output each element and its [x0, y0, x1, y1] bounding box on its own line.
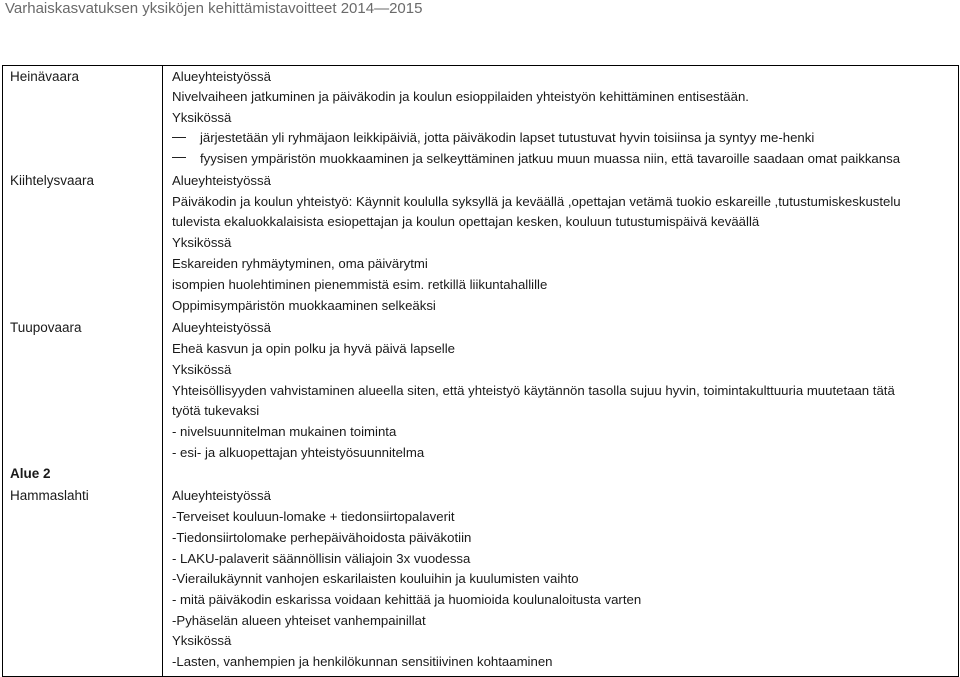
- page-header: Varhaiskasvatuksen yksiköjen kehittämistavoitteet 2014—2015: [5, 0, 423, 17]
- section-alue2: Alue 2: [10, 466, 51, 481]
- text-line: Yhteisöllisyyden vahvistaminen alueella siten, että yhteistyö käytännön tasolla sujuu hyvin, toimintakulttuuria muutetaan tätä: [172, 383, 895, 398]
- area-column: [3, 66, 163, 677]
- text-line: työtä tukevaksi: [172, 403, 260, 418]
- table-row: [3, 66, 959, 677]
- text-line: - nivelsuunnitelman mukainen toiminta: [172, 424, 397, 439]
- subheading-yksikko: Yksikössä: [172, 633, 232, 648]
- text-line: Nivelvaiheen jatkuminen ja päiväkodin ja koulun esioppilaiden yhteistyön kehittäminen entisestään.: [172, 89, 749, 104]
- text-line: Eheä kasvun ja opin polku ja hyvä päivä lapselle: [172, 341, 455, 356]
- text-line: - esi- ja alkuopettajan yhteistyösuunnitelma: [172, 445, 425, 460]
- subheading-alueyhteistyo: Alueyhteistyössä: [172, 69, 271, 84]
- area-tuupovaara: Tuupovaara: [10, 320, 82, 335]
- dash-bullet-icon: [172, 157, 186, 158]
- goals-column: [163, 66, 959, 677]
- subheading-yksikko: Yksikössä: [172, 362, 232, 377]
- subheading-alueyhteistyo: Alueyhteistyössä: [172, 173, 271, 188]
- bullet-text: järjestetään yli ryhmäjaon leikkipäiviä, jotta päiväkodin lapset tutustuvat hyvin toisiinsa ja syntyy me-henki: [200, 130, 815, 145]
- text-line: -Lasten, vanhempien ja henkilökunnan sensitiivinen kohtaaminen: [172, 654, 553, 669]
- text-line: - LAKU-palaverit säännöllisin väliajoin 3x vuodessa: [172, 551, 471, 566]
- area-heinavaara: Heinävaara: [10, 69, 80, 84]
- text-line: - mitä päiväkodin eskarissa voidaan kehittää ja huomioida koulunaloitusta varten: [172, 592, 642, 607]
- area-hammaslahti: Hammaslahti: [10, 488, 89, 503]
- text-line: Oppimisympäristön muokkaaminen selkeäksi: [172, 298, 436, 313]
- subheading-alueyhteistyo: Alueyhteistyössä: [172, 488, 271, 503]
- subheading-yksikko: Yksikössä: [172, 235, 232, 250]
- text-line: isompien huolehtiminen pienemmistä esim. retkillä liikuntahallille: [172, 277, 548, 292]
- dash-bullet-icon: [172, 137, 186, 138]
- area-kiihtelysvaara: Kiihtelysvaara: [10, 173, 95, 188]
- subheading-alueyhteistyo: Alueyhteistyössä: [172, 320, 271, 335]
- bullet-text: fyysisen ympäristön muokkaaminen ja selkeyttäminen jatkuu muun muassa niin, että tavaroille saadaan omat paikkansa: [200, 151, 901, 166]
- text-line: -Pyhäselän alueen yhteiset vanhempainillat: [172, 613, 426, 628]
- goals-table: [2, 65, 959, 677]
- text-line: -Tiedonsiirtolomake perhepäivähoidosta päiväkotiin: [172, 530, 472, 545]
- text-line: -Vierailukäynnit vanhojen eskarilaisten kouluihin ja kuulumisten vaihto: [172, 571, 579, 586]
- text-line: Eskareiden ryhmäytyminen, oma päivärytmi: [172, 256, 428, 271]
- text-line: Päiväkodin ja koulun yhteistyö: Käynnit koululla syksyllä ja keväällä ,opettajan vetämä tuokio eskareille ,tutustumiskeskustelu: [172, 194, 901, 209]
- text-line: -Terveiset kouluun-lomake + tiedonsiirtopalaverit: [172, 509, 455, 524]
- text-line: tulevista ekaluokkalaisista esiopettajan ja koulun opettajan kesken, kouluun tutustumispäivä keväällä: [172, 214, 760, 229]
- subheading-yksikko: Yksikössä: [172, 110, 232, 125]
